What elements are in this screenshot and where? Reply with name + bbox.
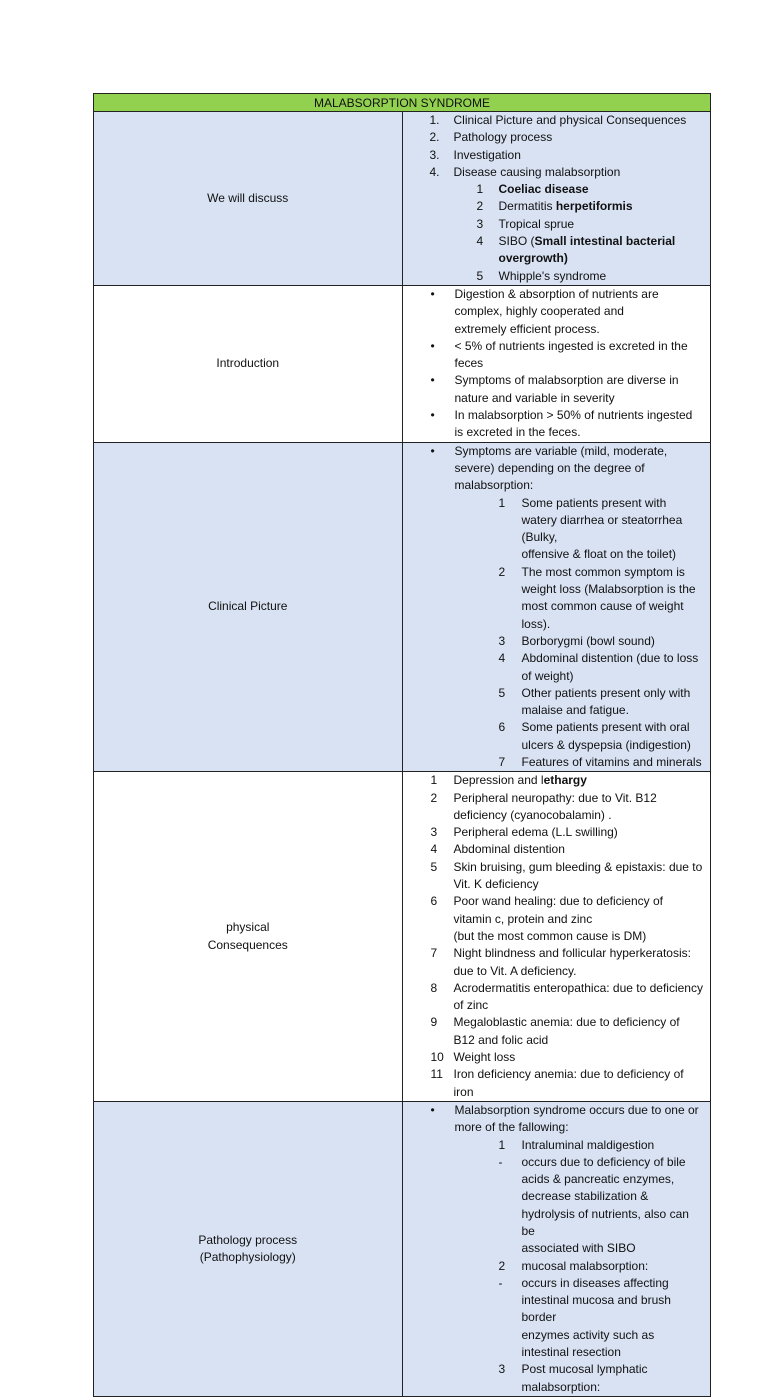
item-number: 11 <box>430 1067 443 1082</box>
item-number: 3 <box>476 216 484 231</box>
item-text: Abdominal distention <box>453 842 565 857</box>
bullet-item <box>403 1102 705 1137</box>
item-text: Features of vitamins and minerals <box>521 754 702 769</box>
item-text: Tropical sprue <box>498 216 575 231</box>
list-item <box>403 824 705 841</box>
item-text: Some patients present with watery diarrhea or steatorrhea (Bulky, offensive & float on the toilet) <box>521 495 683 562</box>
item-text: Skin bruising, gum bleeding & epistaxis: due to Vit. K deficiency <box>453 859 703 892</box>
item-number: 2 <box>498 564 506 579</box>
item-number: 1 <box>430 773 438 788</box>
row-label-introduction: Introduction <box>94 285 403 442</box>
list-item <box>403 790 705 825</box>
list-item <box>403 1137 705 1154</box>
item-text: Disease causing malabsorption <box>453 164 621 179</box>
item-number: 2 <box>430 790 438 805</box>
item-text: Dermatitis herpetiformis <box>498 199 633 214</box>
list-item <box>403 233 705 268</box>
item-text: Abdominal distention (due to loss of weight) <box>521 651 699 683</box>
item-text: Pathology process <box>453 130 553 145</box>
item-number: 5 <box>476 268 484 283</box>
item-number: 3 <box>498 633 506 648</box>
dash-item <box>403 1154 705 1258</box>
physical-content <box>402 772 711 1102</box>
bullet-item <box>403 338 705 373</box>
item-text: Peripheral neuropathy: due to Vit. B12 deficiency (cyanocobalamin) . <box>453 790 657 822</box>
row-clinical-picture <box>94 442 711 772</box>
item-text: The most common symptom is weight loss (Malabsorption is the most common cause of weight loss). <box>521 564 696 631</box>
list-item <box>403 164 705 181</box>
item-number: 4 <box>498 651 506 666</box>
item-text: Malabsorption syndrome occurs due to one or more of the fallowing: <box>454 1102 699 1135</box>
row-we-will-discuss <box>94 112 711 286</box>
list-item <box>403 980 705 1015</box>
bullet-item <box>403 372 705 407</box>
item-number: 1. <box>429 113 440 127</box>
item-number: 3 <box>430 825 438 840</box>
item-number: 6 <box>498 720 506 735</box>
item-number: 7 <box>430 946 438 961</box>
item-number: 1 <box>498 495 506 510</box>
item-number: 3. <box>429 147 440 162</box>
row-introduction <box>94 285 711 442</box>
list-item <box>403 859 705 894</box>
discuss-content <box>402 112 711 286</box>
item-text: Clinical Picture and physical Consequences <box>453 113 687 127</box>
row-label-we-will-discuss: We will discuss <box>94 112 403 286</box>
list-item <box>403 1066 705 1101</box>
item-text: Post mucosal lymphatic malabsorption: <box>521 1362 648 1394</box>
list-item <box>403 685 705 720</box>
list-item <box>403 129 705 146</box>
item-number: 3 <box>498 1362 506 1377</box>
list-item <box>403 216 705 233</box>
list-item <box>403 1049 705 1066</box>
list-item <box>403 633 705 650</box>
item-text: Symptoms are variable (mild, moderate, severe) depending on the degree of malabsorption: <box>454 443 668 493</box>
list-item <box>403 772 705 789</box>
list-item <box>403 1361 705 1396</box>
clinical-content <box>402 442 711 772</box>
introduction-content <box>402 285 711 442</box>
item-text: occurs due to deficiency of bile acids & pancreatic enzymes, decrease stabilization & hydrolysis of nutrients, also can be associated with SIBO <box>521 1154 689 1256</box>
item-text: Megaloblastic anemia: due to deficiency of B12 and folic acid <box>453 1015 680 1047</box>
item-text: occurs in diseases affecting intestinal mucosa and brush border enzymes activity such as intestinal resection <box>521 1275 671 1360</box>
bullet-icon: • <box>430 338 435 353</box>
list-item <box>403 495 705 564</box>
list-item <box>403 945 705 980</box>
row-physical-consequences <box>94 772 711 1102</box>
item-number: 2 <box>498 1258 506 1273</box>
item-number: 2. <box>429 130 440 145</box>
item-text: Night blindness and follicular hyperkeratosis: due to Vit. A deficiency. <box>453 946 691 978</box>
list-item <box>403 754 705 771</box>
dash-item <box>403 1275 705 1361</box>
item-text: Symptoms of malabsorption are diverse in nature and variable in severity <box>454 373 679 405</box>
bullet-item <box>403 407 705 442</box>
row-label-physical-consequences: physical Consequences <box>94 772 403 1102</box>
item-number: 1 <box>476 182 484 197</box>
item-text: Iron deficiency anemia: due to deficiency of iron <box>453 1067 684 1099</box>
list-item <box>403 147 705 164</box>
item-number: 9 <box>430 1015 438 1030</box>
list-item <box>403 112 705 129</box>
list-item <box>403 181 705 198</box>
item-number: 10 <box>430 1050 444 1065</box>
item-text: Depression and lethargy <box>453 773 587 788</box>
item-text: Digestion & absorption of nutrients are complex, highly cooperated and extremely efficient process. <box>454 286 659 336</box>
item-number: 6 <box>430 894 438 909</box>
item-number: 7 <box>498 754 506 769</box>
list-item <box>403 841 705 858</box>
item-text: In malabsorption > 50% of nutrients ingested is excreted in the feces. <box>454 408 693 440</box>
item-number: 4 <box>476 234 484 249</box>
bullet-icon: • <box>430 286 435 301</box>
list-item <box>403 650 705 685</box>
item-text: mucosal malabsorption: <box>521 1258 649 1273</box>
item-text: Weight loss <box>453 1050 516 1065</box>
item-text: Peripheral edema (L.L swilling) <box>453 825 618 840</box>
item-text: Whipple's syndrome <box>498 268 607 283</box>
bullet-icon: • <box>430 408 435 423</box>
bullet-icon: • <box>430 1102 435 1117</box>
bullet-icon: • <box>430 373 435 388</box>
list-item <box>403 1014 705 1049</box>
item-text: Coeliac disease <box>498 182 589 197</box>
item-text: Investigation <box>453 147 521 162</box>
item-text: Borborygmi (bowl sound) <box>521 633 655 648</box>
item-text: Some patients present with oral ulcers & dyspepsia (indigestion) <box>521 720 691 752</box>
item-text: Acrodermatitis enteropathica: due to deficiency of zinc <box>453 980 703 1013</box>
row-pathology-process <box>94 1101 711 1396</box>
item-number: 4 <box>430 842 438 857</box>
list-item <box>403 893 705 945</box>
bullet-item <box>403 443 705 495</box>
row-label-pathology-process: Pathology process (Pathophysiology) <box>94 1101 403 1396</box>
item-number: 5 <box>498 685 506 700</box>
item-number: 4. <box>429 164 440 179</box>
item-text: Intraluminal maldigestion <box>521 1137 655 1152</box>
dash-icon: - <box>498 1154 503 1169</box>
dash-icon: - <box>498 1275 503 1290</box>
item-text: Other patients present only with malaise and fatigue. <box>521 685 691 718</box>
item-number: 1 <box>498 1137 506 1152</box>
list-item <box>403 1258 705 1275</box>
list-item <box>403 564 705 633</box>
item-text: SIBO (Small intestinal bacterial overgrowth) <box>498 234 676 266</box>
item-number: 8 <box>430 980 438 995</box>
table-title: MALABSORPTION SYNDROME <box>94 94 711 112</box>
list-item <box>403 268 705 285</box>
list-item <box>403 198 705 215</box>
bullet-icon: • <box>430 443 435 458</box>
pathology-content <box>402 1101 711 1396</box>
list-item <box>403 719 705 754</box>
item-number: 2 <box>476 199 484 214</box>
item-text: Poor wand healing: due to deficiency of vitamin c, protein and zinc (but the most common cause is DM) <box>453 894 663 943</box>
bullet-item <box>403 286 705 338</box>
malabsorption-table <box>93 93 711 1397</box>
row-label-clinical-picture: Clinical Picture <box>94 442 403 772</box>
item-text: < 5% of nutrients ingested is excreted in the feces <box>454 338 688 371</box>
item-number: 5 <box>430 859 438 874</box>
